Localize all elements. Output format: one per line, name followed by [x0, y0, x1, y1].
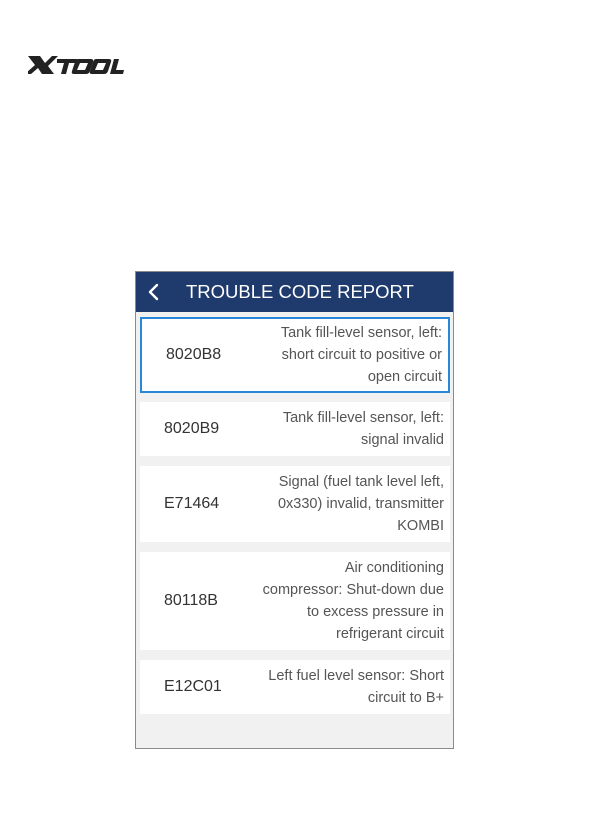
trouble-code: 8020B8: [166, 346, 222, 363]
app-header: [136, 272, 453, 312]
xtool-logo: [28, 46, 124, 76]
trouble-code: E71464: [164, 495, 220, 512]
trouble-code: E12C01: [164, 678, 222, 695]
device-screen: [135, 271, 454, 749]
trouble-code-row[interactable]: [140, 466, 450, 542]
trouble-code-description: Left fuel level sensor: Short circuit to B+: [268, 668, 444, 706]
chevron-left-icon: [147, 283, 161, 301]
trouble-code: 8020B9: [164, 420, 220, 437]
trouble-code-description: Air conditioning compressor: Shut-down due to excess pressure in refrigerant circuit: [262, 560, 444, 642]
trouble-code-description: Tank fill-level sensor, left: signal invalid: [282, 410, 444, 448]
trouble-code-row[interactable]: [140, 552, 450, 650]
trouble-code-row[interactable]: [140, 317, 450, 393]
trouble-code-description: Signal (fuel tank level left, 0x330) invalid, transmitter KOMBI: [277, 474, 444, 534]
trouble-code: 80118B: [164, 592, 218, 609]
trouble-code-row[interactable]: [140, 660, 450, 714]
trouble-code-description: Tank fill-level sensor, left: short circuit to positive or open circuit: [280, 325, 442, 385]
page-title: TROUBLE CODE REPORT: [186, 281, 414, 302]
back-button[interactable]: [136, 272, 172, 312]
trouble-code-row[interactable]: [140, 402, 450, 456]
